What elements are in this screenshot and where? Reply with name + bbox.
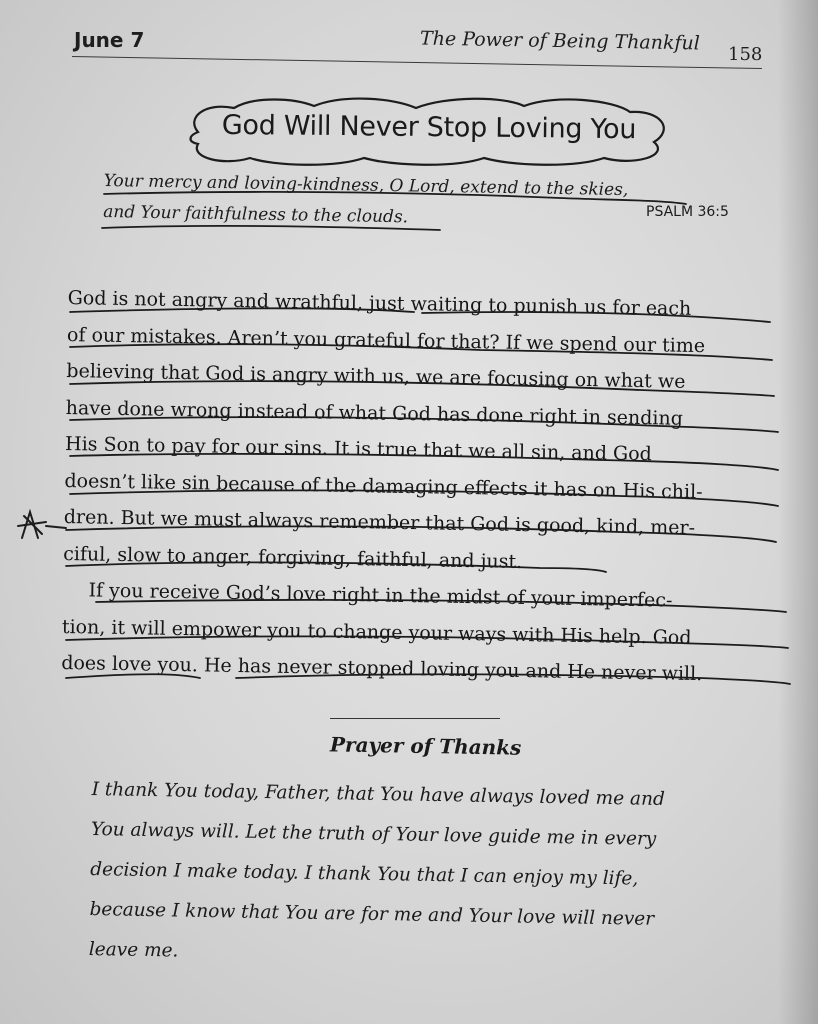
prayer-line: You always will. Let the truth of Your love guide me in every [90, 818, 657, 850]
prayer-line: because I know that You are for me and Your love will never [89, 898, 655, 930]
body-line: His Son to pay for our sins. It is true that we all sin, and God [64, 432, 652, 466]
page-number: 158 [728, 44, 763, 65]
star-margin-mark-icon [8, 504, 68, 544]
header-date: June 7 [74, 28, 145, 52]
body-line: If you receive God’s love right in the midst of your imperfec- [88, 579, 673, 612]
body-line: does love you. He has never stopped loving you and He never will. [61, 651, 703, 686]
devotional-body [61, 280, 780, 694]
body-line: tion, it will empower you to change your ways with His help. God [61, 615, 692, 649]
verse-reference: PSALM 36:5 [646, 204, 729, 220]
header-rule [72, 56, 762, 69]
prayer-title: Prayer of Thanks [329, 732, 522, 760]
body-line: believing that God is angry with us, we are focusing on what we [66, 359, 686, 393]
spine-shadow [778, 0, 818, 1024]
page-title: God Will Never Stop Loving You [221, 109, 637, 146]
prayer-line: decision I make today. I thank You that I can enjoy my life, [90, 858, 639, 890]
body-line: dren. But we must always remember that God is good, kind, mer- [63, 505, 696, 539]
body-line: ciful, slow to anger, forgiving, faithful, and just. [63, 542, 523, 573]
prayer-text [89, 770, 772, 982]
verse-line: Your mercy and loving-kindness, O Lord, extend to the skies, [103, 170, 629, 201]
body-line: have done wrong instead of what God has done right in sending [65, 396, 684, 430]
scripture-verse [103, 166, 704, 238]
body-line: of our mistakes. Aren’t you grateful for that? If we spend our time [66, 323, 706, 357]
prayer-line: leave me. [88, 938, 179, 962]
body-line: God is not angry and wrathful, just waiting to punish us for each [67, 286, 692, 320]
verse-line: and Your faithfulness to the clouds. [103, 201, 409, 228]
header-section-title: The Power of Being Thankful [419, 27, 701, 55]
section-divider [330, 718, 500, 719]
body-line: doesn’t like sin because of the damaging effects it has on His chil- [64, 469, 703, 503]
prayer-line: I thank You today, Father, that You have always loved me and [91, 778, 665, 810]
title-block [184, 96, 672, 166]
